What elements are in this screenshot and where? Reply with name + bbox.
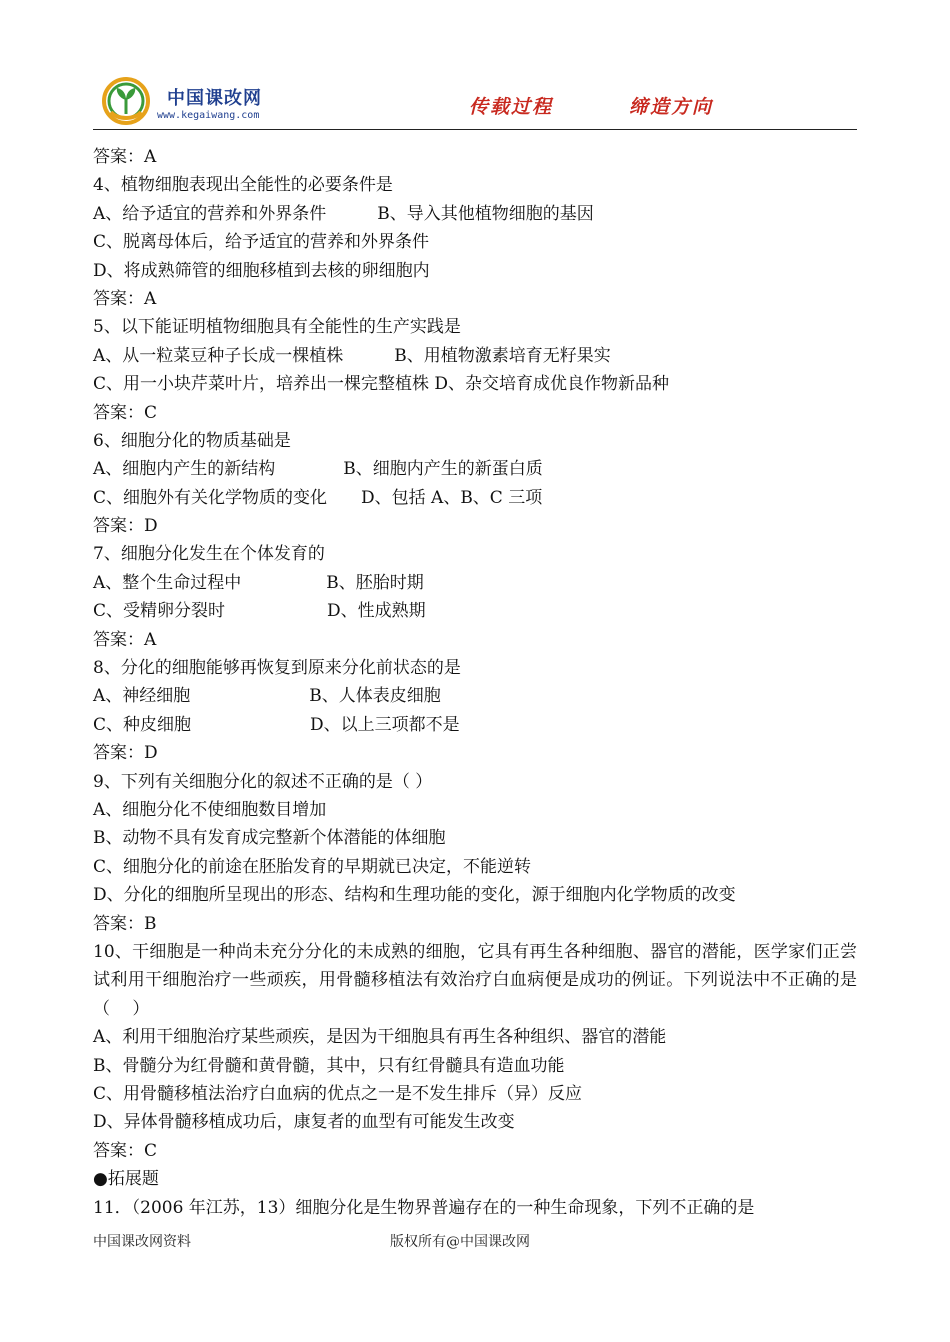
- option-line: D、分化的细胞所呈现出的形态、结构和生理功能的变化，源于细胞内化学物质的改变: [93, 885, 736, 906]
- option-line: A、神经细胞 B、人体表皮细胞: [93, 686, 441, 707]
- answer-line: 答案：B: [93, 913, 157, 934]
- slogan-left: 传载过程: [469, 96, 554, 118]
- kegaiwang-logo-icon: [101, 76, 151, 126]
- logo-chinese-text: 中国课改网: [167, 88, 262, 109]
- option-line: A、细胞内产生的新结构 B、细胞内产生的新蛋白质: [93, 459, 543, 480]
- text-line: 答案：A: [93, 147, 157, 167]
- footer-copyright: 版权所有@中国课改网: [390, 1234, 530, 1250]
- document-body: [93, 143, 857, 1222]
- option-line: D、异体骨髓移植成功后，康复者的血型有可能发生改变: [93, 1112, 515, 1133]
- option-line: B、骨髓分为红骨髓和黄骨髓，其中，只有红骨髓具有造血功能: [93, 1055, 565, 1076]
- question-stem-paragraph: 10、干细胞是一种尚未充分分化的未成熟的细胞，它具有再生各种细胞、器官的潜能，医学家们正尝试利用干细胞治疗一些顽疾，用骨髓移植法有效治疗白血病便是成功的例证。下列说法中不正确的是（ ）: [93, 941, 857, 1019]
- logo-url-text: www.kegaiwang.com: [157, 110, 260, 121]
- answer-line: 答案：C: [93, 1140, 158, 1161]
- option-line: C、细胞外有关化学物质的变化 D、包括 A、B、C 三项: [93, 487, 543, 508]
- footer-source: 中国课改网资料: [93, 1234, 191, 1250]
- answer-line: 答案：D: [93, 743, 158, 764]
- question-stem: 4、植物细胞表现出全能性的必要条件是: [93, 175, 393, 196]
- answer-line: 答案：D: [93, 516, 158, 537]
- page-header: [93, 72, 857, 130]
- option-line: C、受精卵分裂时 D、性成熟期: [93, 601, 426, 622]
- question-stem: 11．（2006 年江苏，13）细胞分化是生物界普遍存在的一种生命现象，下列不正确的是: [93, 1197, 755, 1218]
- question-stem: 7、细胞分化发生在个体发育的: [93, 544, 325, 565]
- option-line: A、整个生命过程中 B、胚胎时期: [93, 572, 424, 593]
- option-line: C、用一小块芹菜叶片，培养出一棵完整植株 D、杂交培育成优良作物新品种: [93, 374, 670, 395]
- question-stem: 8、分化的细胞能够再恢复到原来分化前状态的是: [93, 658, 461, 679]
- section-heading: ●拓展题: [93, 1169, 159, 1190]
- question-stem: 9、下列有关细胞分化的叙述不正确的是（ ）: [93, 771, 433, 792]
- option-line: B、动物不具有发育成完整新个体潜能的体细胞: [93, 828, 446, 849]
- option-line: D、将成熟筛管的细胞移植到去核的卵细胞内: [93, 260, 430, 281]
- option-line: A、利用干细胞治疗某些顽疾，是因为干细胞具有再生各种组织、器官的潜能: [93, 1027, 667, 1048]
- option-line: C、脱离母体后，给予适宜的营养和外界条件: [93, 232, 430, 253]
- answer-line: 答案：A: [93, 629, 157, 650]
- answer-line: 答案：A: [93, 288, 157, 309]
- option-line: C、细胞分化的前途在胚胎发育的早期就已决定，不能逆转: [93, 856, 532, 877]
- option-line: A、从一粒菜豆种子长成一棵植株 B、用植物激素培育无籽果实: [93, 345, 611, 366]
- option-line: A、细胞分化不使细胞数目增加: [93, 799, 327, 820]
- header-divider: [93, 129, 857, 130]
- option-line: A、给予适宜的营养和外界条件 B、导入其他植物细胞的基因: [93, 203, 594, 224]
- question-stem: 6、细胞分化的物质基础是: [93, 430, 291, 451]
- option-line: C、用骨髓移植法治疗白血病的优点之一是不发生排斥（异）反应: [93, 1083, 583, 1104]
- slogan-right: 缔造方向: [629, 96, 714, 118]
- option-line: C、种皮细胞 D、以上三项都不是: [93, 714, 460, 735]
- answer-line: 答案：C: [93, 402, 158, 423]
- question-stem: 5、以下能证明植物细胞具有全能性的生产实践是: [93, 317, 461, 338]
